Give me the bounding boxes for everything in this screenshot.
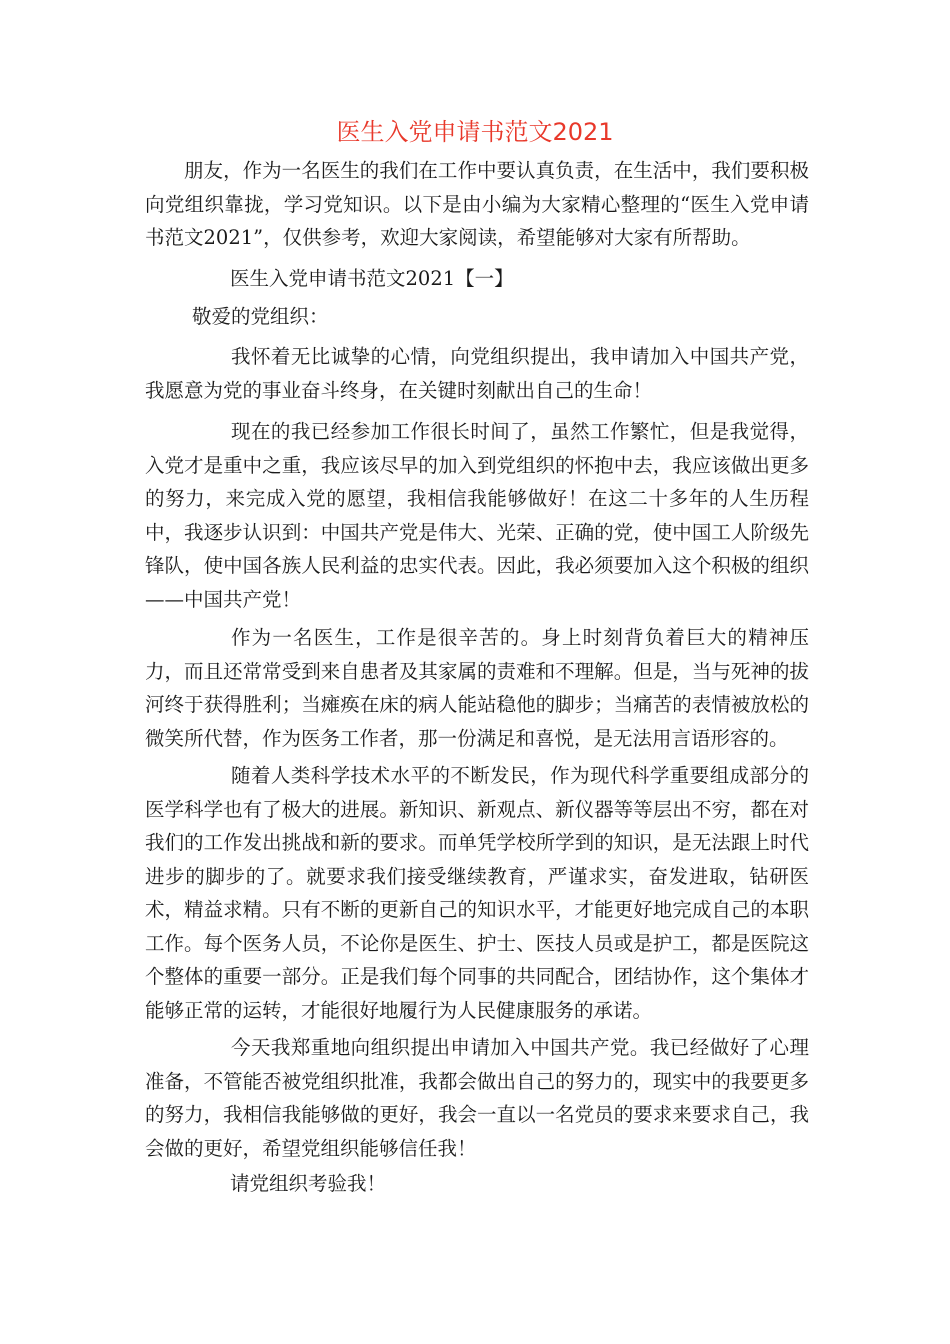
- intro-paragraph: 朋友，作为一名医生的我们在工作中要认真负责，在生活中，我们要积极向党组织靠拢，学习党知识。以下是由小编为大家精心整理的“医生入党申请书范文2021”，仅供参考，欢迎大家阅读，希望能够对大家有所帮助。: [145, 159, 809, 249]
- body-paragraph-1: 我怀着无比诚挚的心情，向党组织提出，我申请加入中国共产党，我愿意为党的事业奋斗终身，在关键时刻献出自己的生命！: [145, 345, 809, 402]
- section-heading: 医生入党申请书范文2021【一】: [230, 267, 514, 290]
- body-paragraph-2: 现在的我已经参加工作很长时间了，虽然工作繁忙，但是我觉得，入党才是重中之重，我应该尽早的加入到党组织的怀抱中去，我应该做出更多的努力，来完成入党的愿望，我相信我能够做好！在这二十多年的人生历程中，我逐步认识到：中国共产党是伟大、光荣、正确的党，使中国工人阶级先锋队，使中国各族人民利益的忠实代表。因此，我必须要加入这个积极的组织——中国共产党！: [145, 420, 809, 611]
- body-paragraph-3: 作为一名医生，工作是很辛苦的。身上时刻背负着巨大的精神压力，而且还常常受到来自患者及其家属的责难和不理解。但是，当与死神的拔河终于获得胜利；当瘫痪在床的病人能站稳他的脚步；当痛苦的表情被放松的微笑所代替，作为医务工作者，那一份满足和喜悦，是无法用言语形容的。: [145, 626, 809, 750]
- salutation: 敬爱的党组织：: [192, 305, 329, 328]
- document-title: 医生入党申请书范文2021: [336, 118, 614, 146]
- body-paragraph-4: 随着人类科学技术水平的不断发民，作为现代科学重要组成部分的医学科学也有了极大的进展。新知识、新观点、新仪器等等层出不穷，都在对我们的工作发出挑战和新的要求。而单凭学校所学到的知识，是无法跟上时代进步的脚步的了。就要求我们接受继续教育，严谨求实，奋发进取，钻研医术，精益求精。只有不断的更新自己的知识水平，才能更好地完成自己的本职工作。每个医务人员，不论你是医生、护士、医技人员或是护工，都是医院这个整体的重要一部分。正是我们每个同事的共同配合，团结协作，这个集体才能够正常的运转，才能很好地履行为人民健康服务的承诺。: [145, 764, 809, 1022]
- closing-line: 请党组织考验我！: [230, 1172, 387, 1195]
- body-paragraph-5: 今天我郑重地向组织提出申请加入中国共产党。我已经做好了心理准备，不管能否被党组织批准，我都会做出自己的努力的，现实中的我要更多的努力，我相信我能够做的更好，我会一直以一名党员的要求来要求自己，我会做的更好，希望党组织能够信任我！: [145, 1036, 809, 1160]
